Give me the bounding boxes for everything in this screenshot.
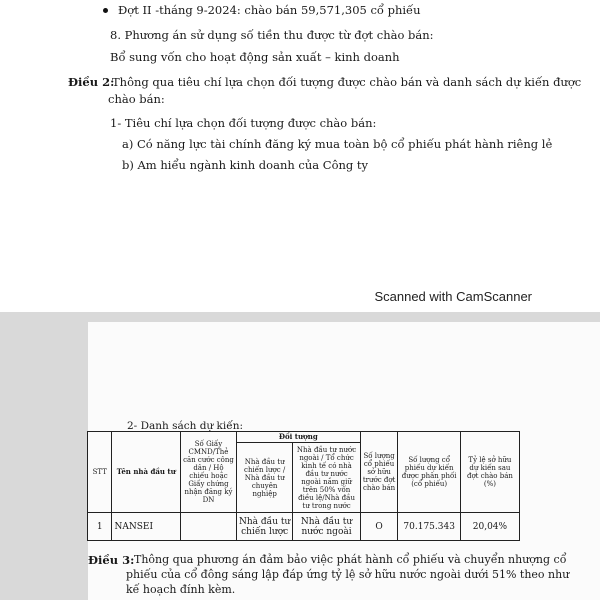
criteria-a: a) Có năng lực tài chính đăng ký mua toàn bộ cổ phiếu phát hành riêng lẻ: [122, 137, 553, 151]
list-heading: 2- Danh sách dự kiến:: [127, 420, 244, 432]
dieu2-label: Điều 2:: [68, 75, 115, 89]
dieu3-line3: kế hoạch đính kèm.: [126, 583, 236, 596]
row-strategic: Nhà đầu tư chiến lược: [236, 513, 292, 541]
criteria-b: b) Am hiểu ngành kinh doanh của Công ty: [122, 158, 369, 172]
dieu3-label: Điều 3:: [88, 553, 135, 567]
header-doi-tuong: Đối tượng: [236, 432, 360, 443]
dieu2-line2: chào bán:: [108, 92, 165, 106]
investor-table: [87, 431, 520, 541]
row-stt: 1: [88, 513, 112, 541]
header-stt: STT: [88, 432, 112, 513]
header-id-doc: Số Giấy CMND/Thẻ căn cước công dân / Hộ chiếu hoặc Giấy chứng nhận đăng ký DN: [181, 432, 237, 513]
header-ratio: Tỷ lệ sở hữu dự kiến sau đợt chào bán (%): [460, 432, 519, 513]
row-id-doc: [181, 513, 237, 541]
header-shares-owned: Số lượng cổ phiếu sở hữu trước đợt chào bán: [360, 432, 398, 513]
header-strategic: Nhà đầu tư chiến lược / Nhà đầu tư chuyên nghiệp: [236, 443, 292, 513]
row-name: NANSEI: [112, 513, 181, 541]
row-shares-expected: 70.175.343: [398, 513, 460, 541]
row-ratio: 20,04%: [460, 513, 519, 541]
header-foreign: Nhà đầu tư nước ngoài / Tổ chức kinh tế có nhà đầu tư nước ngoài nắm giữ trên 50% vốn điều lệ/Nhà đầu tư trong nước: [293, 443, 360, 513]
header-name: Tên nhà đầu tư: [112, 432, 181, 513]
bullet-dot: [103, 8, 108, 13]
item8-heading: 8. Phương án sử dụng số tiền thu được từ đợt chào bán:: [110, 28, 434, 42]
header-shares-expected: Số lượng cổ phiếu dự kiến được phân phối (cổ phiếu): [398, 432, 460, 513]
item8-text: Bổ sung vốn cho hoạt động sản xuất – kinh doanh: [110, 50, 400, 64]
dieu3-line2: phiếu của cổ đông sáng lập đáp ứng tỷ lệ sở hữu nước ngoài dưới 51% theo như: [126, 568, 570, 581]
offering-round-2: Đợt II -tháng 9-2024: chào bán 59,571,305 cổ phiếu: [118, 3, 421, 17]
row-shares-owned: O: [360, 513, 398, 541]
row-foreign: Nhà đầu tư nước ngoài: [293, 513, 360, 541]
dieu3-line1: Thông qua phương án đảm bảo việc phát hành cổ phiếu và chuyển nhượng cổ: [134, 553, 567, 566]
criteria-heading: 1- Tiêu chí lựa chọn đối tượng được chào bán:: [110, 116, 377, 130]
camscanner-watermark: Scanned with CamScanner: [374, 289, 532, 304]
dieu2-line1: Thông qua tiêu chí lựa chọn đối tượng được chào bán và danh sách dự kiến được: [112, 75, 582, 89]
